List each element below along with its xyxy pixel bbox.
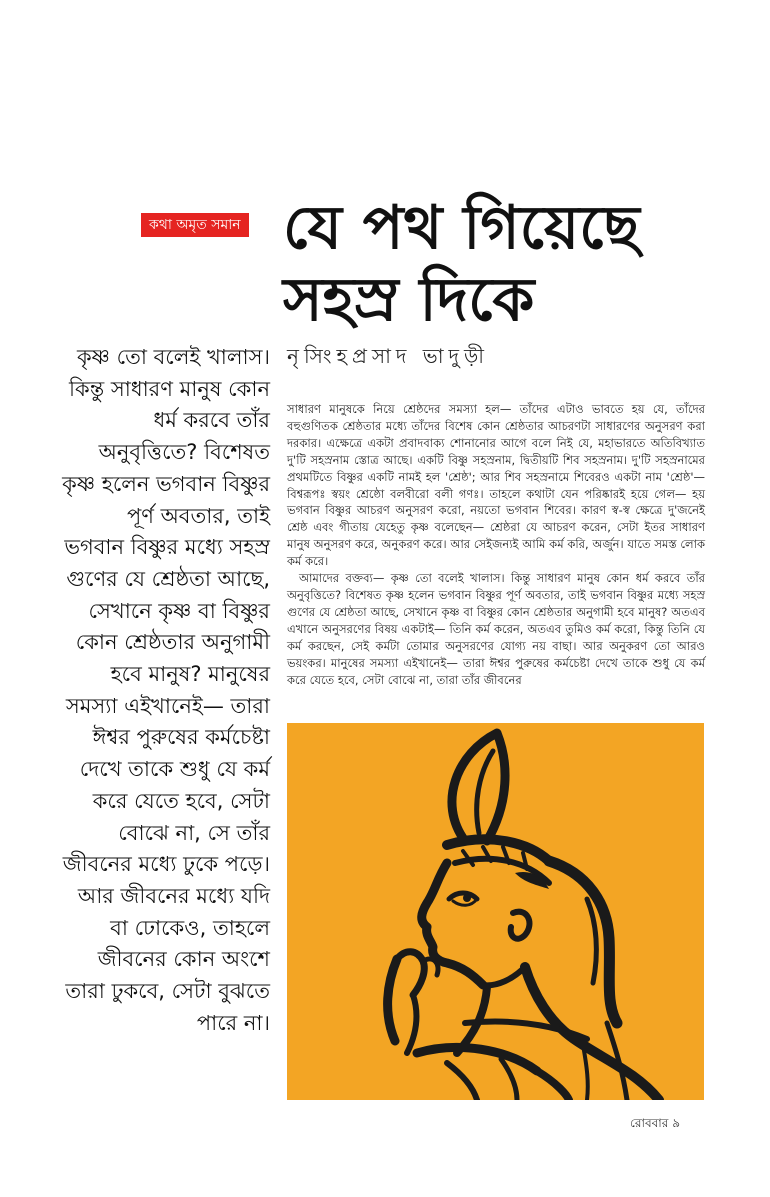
section-badge: কথা অমৃত সমান (141, 213, 249, 237)
article-body (287, 401, 705, 688)
pull-quote: কৃষ্ণ তো বলেই খালাস। কিন্তু সাধারণ মানুষ কোন ধর্ম করবে তাঁর অনুবৃত্তিতে? বিশেষত কৃষ্ণ হলেন ভগবান বিষ্ণুর পূর্ণ অবতার, তাই ভগবান বিষ্ণুর মধ্যে সহস্র গুণের যে শ্রেষ্ঠতা আছে, সেখানে কৃষ্ণ বা বিষ্ণুর কোন শ্রেষ্ঠতার অনুগামী হবে মানুষ? মানুষের সমস্যা এইখানেই— তারা ঈশ্বর পুরুষের কর্মচেষ্টা দেখে তাকে শুধু যে কর্ম করে যেতে হবে, সেটা বোঝে না, সে তাঁর জীবনের মধ্যে ঢুকে পড়ে। আর জীবনের মধ্যে যদি বা ঢোকেও, তাহলে জীবনের কোন অংশে তারা ঢুকবে, সেটা বুঝতে পারে না। (62, 345, 270, 1035)
page-footer: রোববার ৯ (630, 1116, 680, 1130)
krishna-portrait-illustration (287, 723, 704, 1100)
article-title-line-2: সহস্র দিকে (283, 265, 535, 335)
body-paragraph-2: আমাদের বক্তব্য— কৃষ্ণ তো বলেই খালাস। কিন্তু সাধারণ মানুষ কোন ধর্ম করবে তাঁর অনুবৃত্তিতে? বিশেষত কৃষ্ণ হলেন ভগবান বিষ্ণুর পূর্ণ অবতার, তাই ভগবান বিষ্ণুর মধ্যে সহস্র গুণের যে শ্রেষ্ঠতা আছে, সেখানে কৃষ্ণ বা বিষ্ণুর কোন শ্রেষ্ঠতার অনুগামী হবে মানুষ? অতএব এখানে অনুসরণের বিষয় একটাই— তিনি কর্ম করেন, অতএব তুমিও কর্ম করো, কিন্তু তিনি যে কর্ম করছেন, সেই কর্মটা তোমার অনুসরণের যোগ্য নয় বাছা। আর অনুকরণ তো আরও ভয়ংকর। মানুষের সমস্যা এইখানেই— তারা ঈশ্বর পুরুষের কর্মচেষ্টা দেখে তাকে শুধু যে কর্ম করে যেতে হবে, সেটা বোঝে না, তারা তাঁর জীবনের (287, 571, 705, 687)
article-title (283, 192, 683, 336)
article-title-line-1: যে পথ গিয়েছে (283, 193, 640, 263)
body-paragraph-1: সাধারণ মানুষকে নিয়ে শ্রেষ্ঠদের সমস্যা হল— তাঁদের এটাও ভাবতে হয় যে, তাঁদের বহুগুণিতক শ্রেষ্ঠতার মধ্যে তাঁদের বিশেষ কোন শ্রেষ্ঠতার আচরণটা সাধারণের অনুসরণ করা দরকার। এক্ষেত্রে একটা প্রবাদবাক্য শোনানোর আগে বলে নিই যে, মহাভারতে অতিবিখ্যাত দু'টি সহস্রনাম স্তোত্র আছে। একটি বিষ্ণু সহস্রনাম, দ্বিতীয়টি শিব সহস্রনাম। দু'টি সহস্রনামের প্রথমটিতে বিষ্ণুর একটি নামই হল 'শ্রেষ্ঠ'; আর শিব সহস্রনামে শিবেরও একটা নাম 'শ্রেষ্ঠ'— বিশ্বরূপঃ স্বয়ং শ্রেষ্ঠো বলবীরো বলী গণঃ। তাহলে কথাটা যেন পরিষ্কারই হয়ে গেল— হয় ভগবান বিষ্ণুর আচরণ অনুসরণ করো, নয়তো ভগবান শিবের। কারণ স্ব-স্ব ক্ষেত্রে দু'জনেই শ্রেষ্ঠ এবং গীতায় যেহেতু কৃষ্ণ বলেছেন— শ্রেষ্ঠরা যে আচরণ করেন, সেটা ইতর সাধারণ মানুষ অনুসরণ করে, অনুকরণ করে। আর সেইজন্যই আমি কর্ম করি, অর্জুন। যাতে সমস্ত লোক কর্ম করে। (287, 402, 705, 569)
author-byline: নৃসিংহপ্রসাদ ভাদুড়ী (287, 344, 490, 368)
